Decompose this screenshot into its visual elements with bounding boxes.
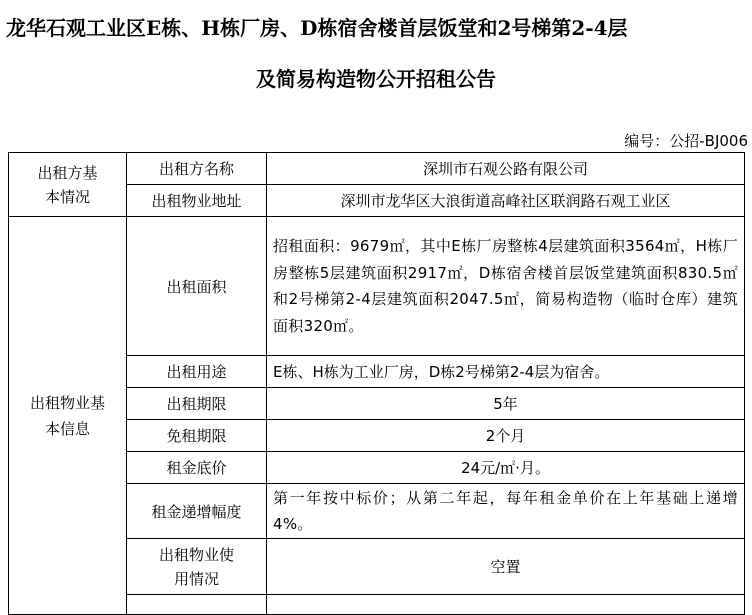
usage-status-header xyxy=(127,539,267,595)
empty-cell xyxy=(127,595,267,615)
table-row xyxy=(9,153,745,185)
base-rent-value: 24元/㎡·月。 xyxy=(267,452,745,484)
term-value: 5年 xyxy=(267,388,745,420)
lessor-name-value: 深圳市石观公路有限公司 xyxy=(267,153,745,185)
term-label: 出租期限 xyxy=(127,388,267,420)
increase-value: 第一年按中标价；从第二年起，每年租金单价在上年基础上递增4%。 xyxy=(267,484,745,539)
free-period-value: 2个月 xyxy=(267,420,745,452)
lease-info-table xyxy=(8,152,745,615)
area-value: 招租面积：9679㎡，其中E栋厂房整栋4层建筑面积3564㎡，H栋厂房整栋5层建筑面积2917㎡，D栋宿舍楼首层饭堂建筑面积830.5㎡和2号梯第2-4层建筑面积2047.5㎡，简易构造物（临时仓库）建筑面积320㎡。 xyxy=(267,217,745,356)
base-rent-label: 租金底价 xyxy=(127,452,267,484)
property-section-header xyxy=(9,217,127,615)
increase-label: 租金递增幅度 xyxy=(127,484,267,539)
empty-cell xyxy=(267,595,745,615)
free-period-label: 免租期限 xyxy=(127,420,267,452)
area-label: 出租面积 xyxy=(127,217,267,356)
usage-status-label: 出租物业使用情况 xyxy=(158,545,234,588)
lessor-section-label: 出租方基本情况 xyxy=(37,163,98,206)
notice-title-line-2: 及简易构造物公开招租公告 xyxy=(256,67,496,91)
property-address-value: 深圳市龙华区大浪街道高峰社区联润路石观工业区 xyxy=(267,185,745,217)
table-row xyxy=(9,217,745,356)
lessor-section-header xyxy=(9,153,127,217)
lessor-name-label: 出租方名称 xyxy=(127,153,267,185)
document-number: 编号：公招-BJ006 xyxy=(624,132,748,150)
property-address-label: 出租物业地址 xyxy=(127,185,267,217)
use-label: 出租用途 xyxy=(127,356,267,388)
use-value: E栋、H栋为工业厂房，D栋2号梯第2-4层为宿舍。 xyxy=(267,356,745,388)
property-section-label: 出租物业基本信息 xyxy=(29,393,105,438)
notice-title-line-1: 龙华石观工业区E栋、H栋厂房、D栋宿舍楼首层饭堂和2号梯第2-4层 xyxy=(6,16,628,40)
usage-status-value: 空置 xyxy=(267,539,745,595)
